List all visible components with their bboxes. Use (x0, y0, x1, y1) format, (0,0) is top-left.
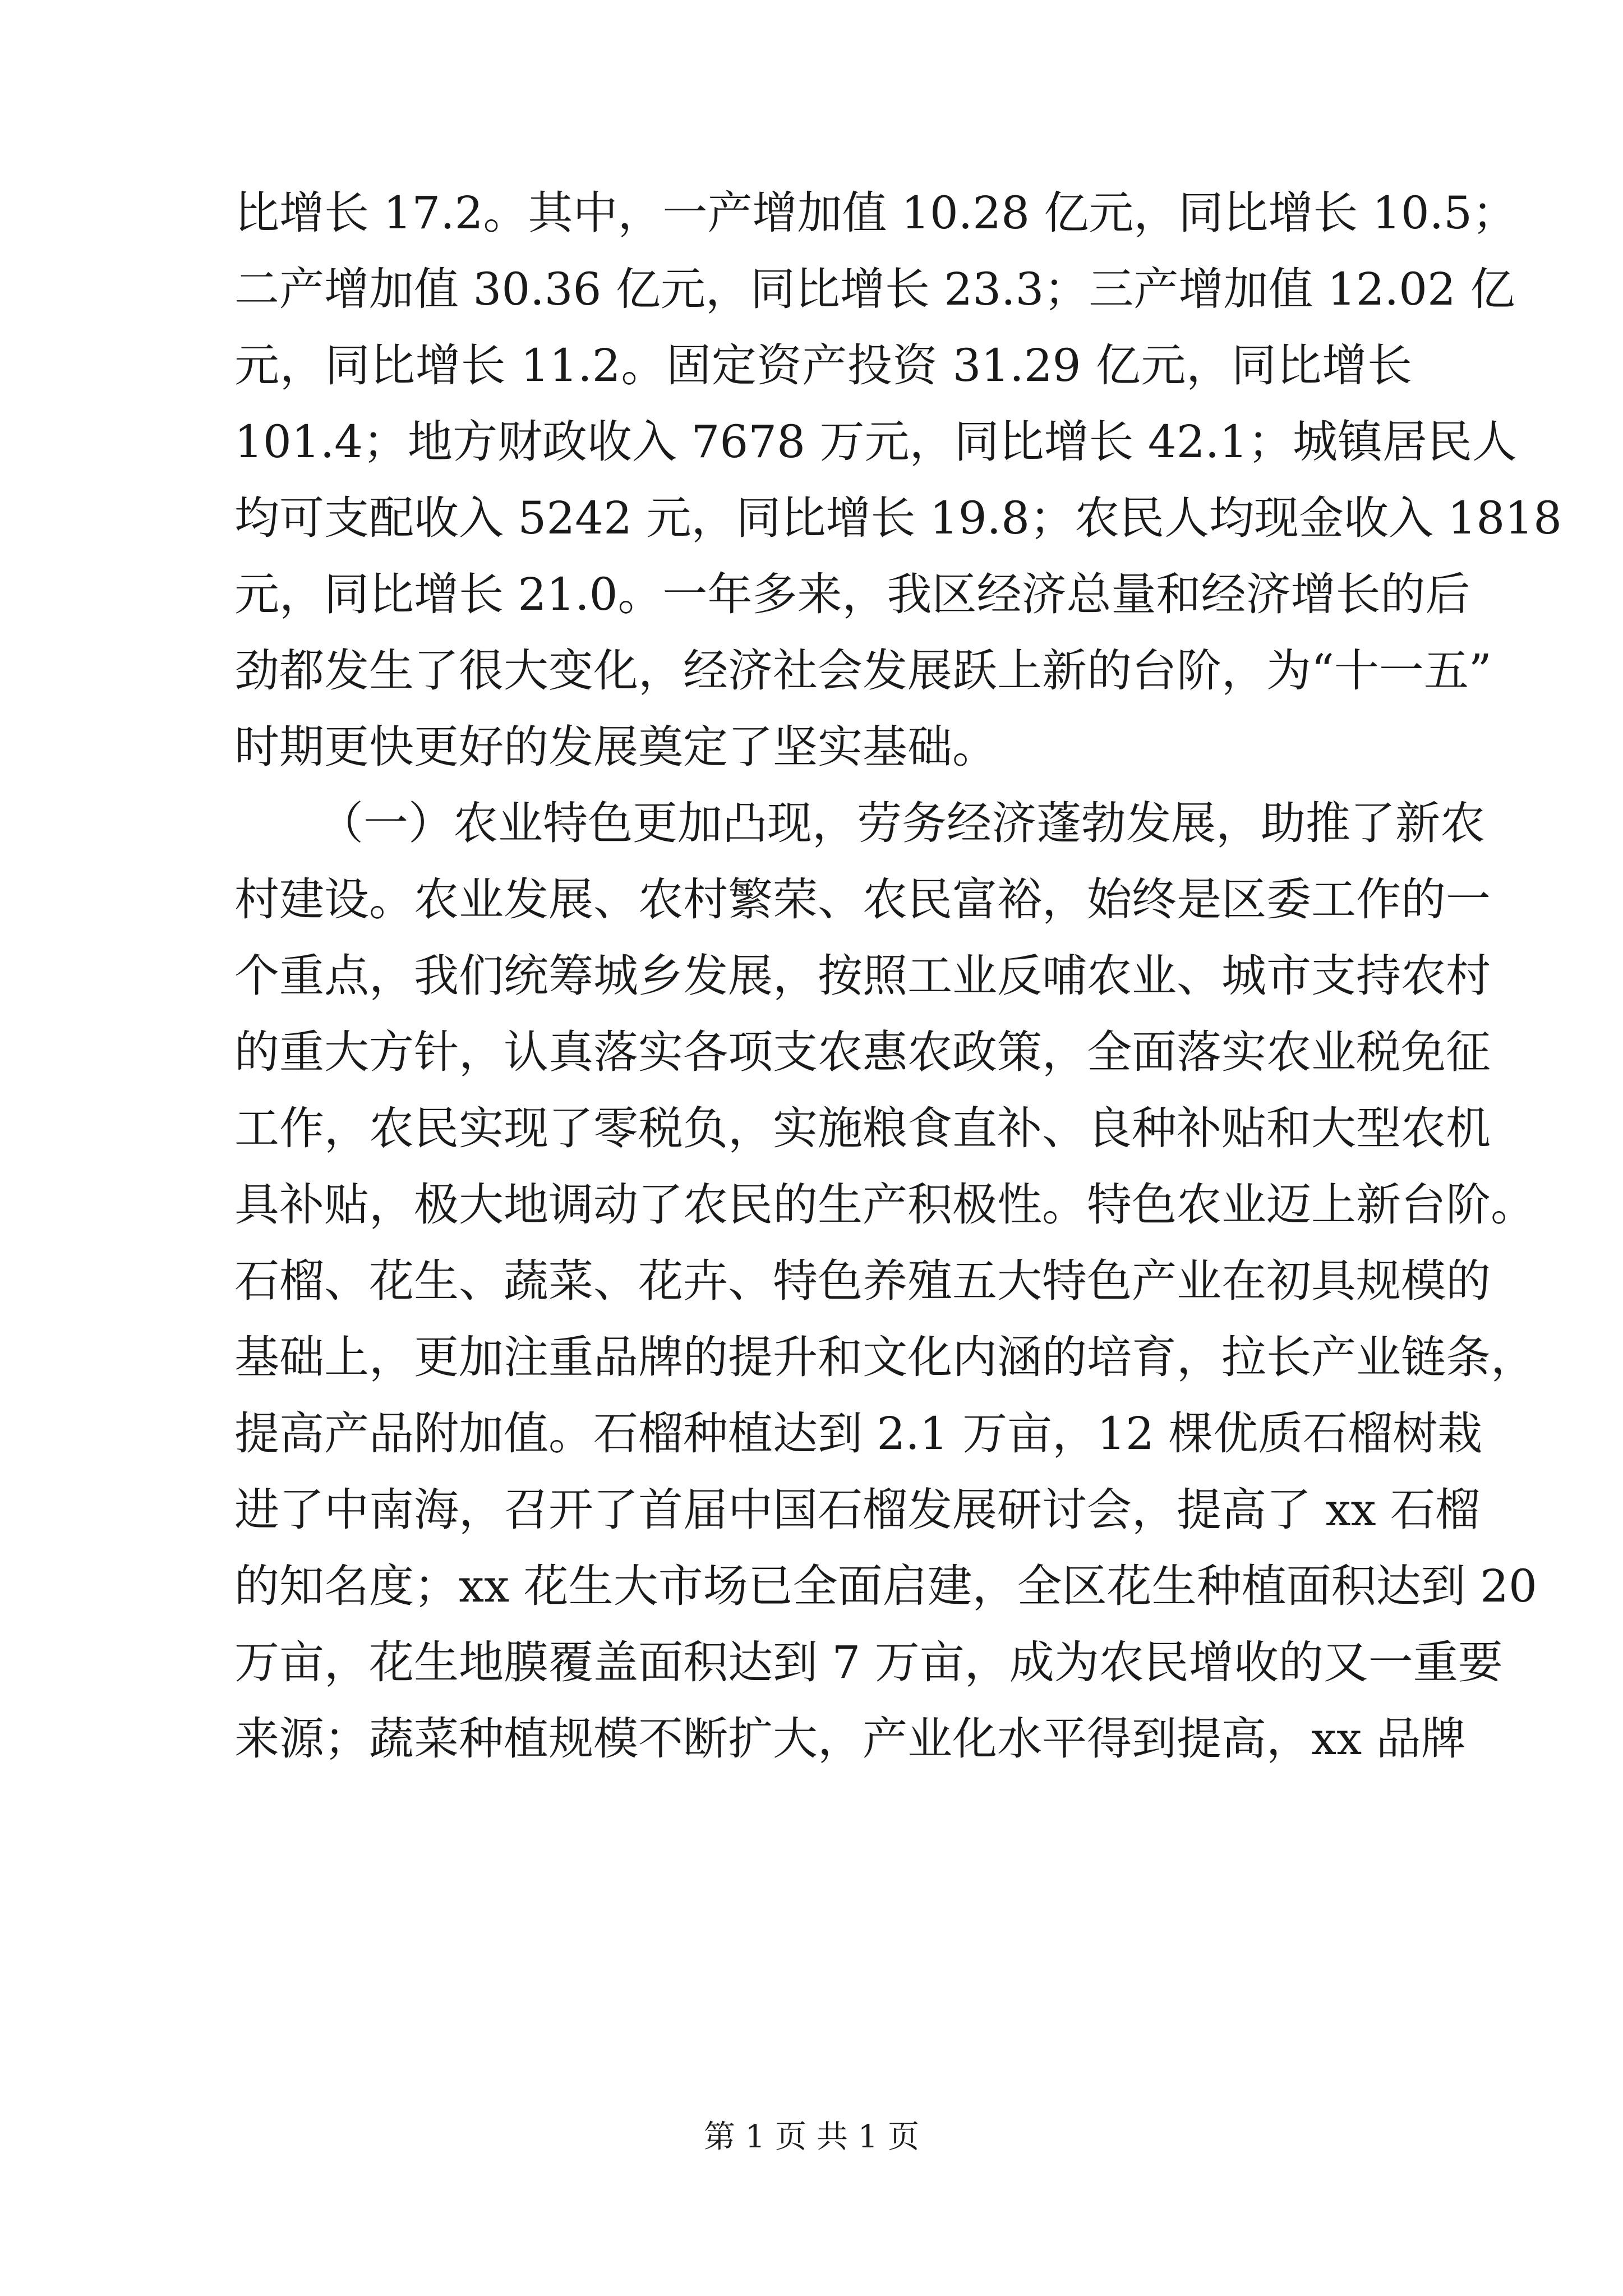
text-line: 的知名度；xx 花生大市场已全面启建，全区花生种植面积达到 20 (234, 1560, 1537, 1612)
text-line: 来源；蔬菜种植规模不断扩大，产业化水平得到提高，xx 品牌 (234, 1713, 1466, 1765)
text-line: 时期更快更好的发展奠定了坚实基础。 (234, 721, 997, 773)
text-line: 石榴、花生、蔬菜、花卉、特色养殖五大特色产业在初具规模的 (234, 1255, 1491, 1307)
text-line: 工作，农民实现了零税负，实施粮食直补、良种补贴和大型农机 (234, 1102, 1491, 1154)
text-line: 进了中南海，召开了首届中国石榴发展研讨会，提高了 xx 石榴 (234, 1484, 1481, 1536)
page-footer: 第 1 页 共 1 页 (703, 2119, 920, 2155)
text-line: 均可支配收入 5242 元，同比增长 19.8；农民人均现金收入 1818 (234, 492, 1562, 544)
text-line: 元，同比增长 11.2。固定资产投资 31.29 亿元，同比增长 (234, 339, 1412, 392)
text-line: 元，同比增长 21.0。一年多来，我区经济总量和经济增长的后 (234, 568, 1470, 620)
text-line: 提高产品附加值。石榴种植达到 2.1 万亩，12 棵优质石榴树栽 (234, 1407, 1483, 1460)
text-line: 个重点，我们统筹城乡发展，按照工业反哺农业、城市支持农村 (234, 950, 1491, 1002)
text-line: 万亩，花生地膜覆盖面积达到 7 万亩，成为农民增收的又一重要 (234, 1636, 1503, 1688)
text-line: 的重大方针，认真落实各项支农惠农政策，全面落实农业税免征 (234, 1026, 1491, 1078)
text-line: 101.4；地方财政收入 7678 万元，同比增长 42.1；城镇居民人 (234, 416, 1518, 468)
text-line: 具补贴，极大地调动了农民的生产积极性。特色农业迈上新台阶。 (234, 1179, 1536, 1231)
text-line: 二产增加值 30.36 亿元，同比增长 23.3；三产增加值 12.02 亿 (234, 263, 1515, 315)
text-line: 劲都发生了很大变化，经济社会发展跃上新的台阶，为“十一五” (234, 645, 1492, 697)
text-line: 基础上，更加注重品牌的提升和文化内涵的培育，拉长产业链条， (234, 1331, 1536, 1383)
text-line: 村建设。农业发展、农村繁荣、农民富裕，始终是区委工作的一 (234, 873, 1491, 926)
text-line: 比增长 17.2。其中，一产增加值 10.28 亿元，同比增长 10.5； (234, 187, 1517, 239)
paragraph-heading-line: （一）农业特色更加凸现，劳务经济蓬勃发展，助推了新农 (319, 797, 1485, 849)
